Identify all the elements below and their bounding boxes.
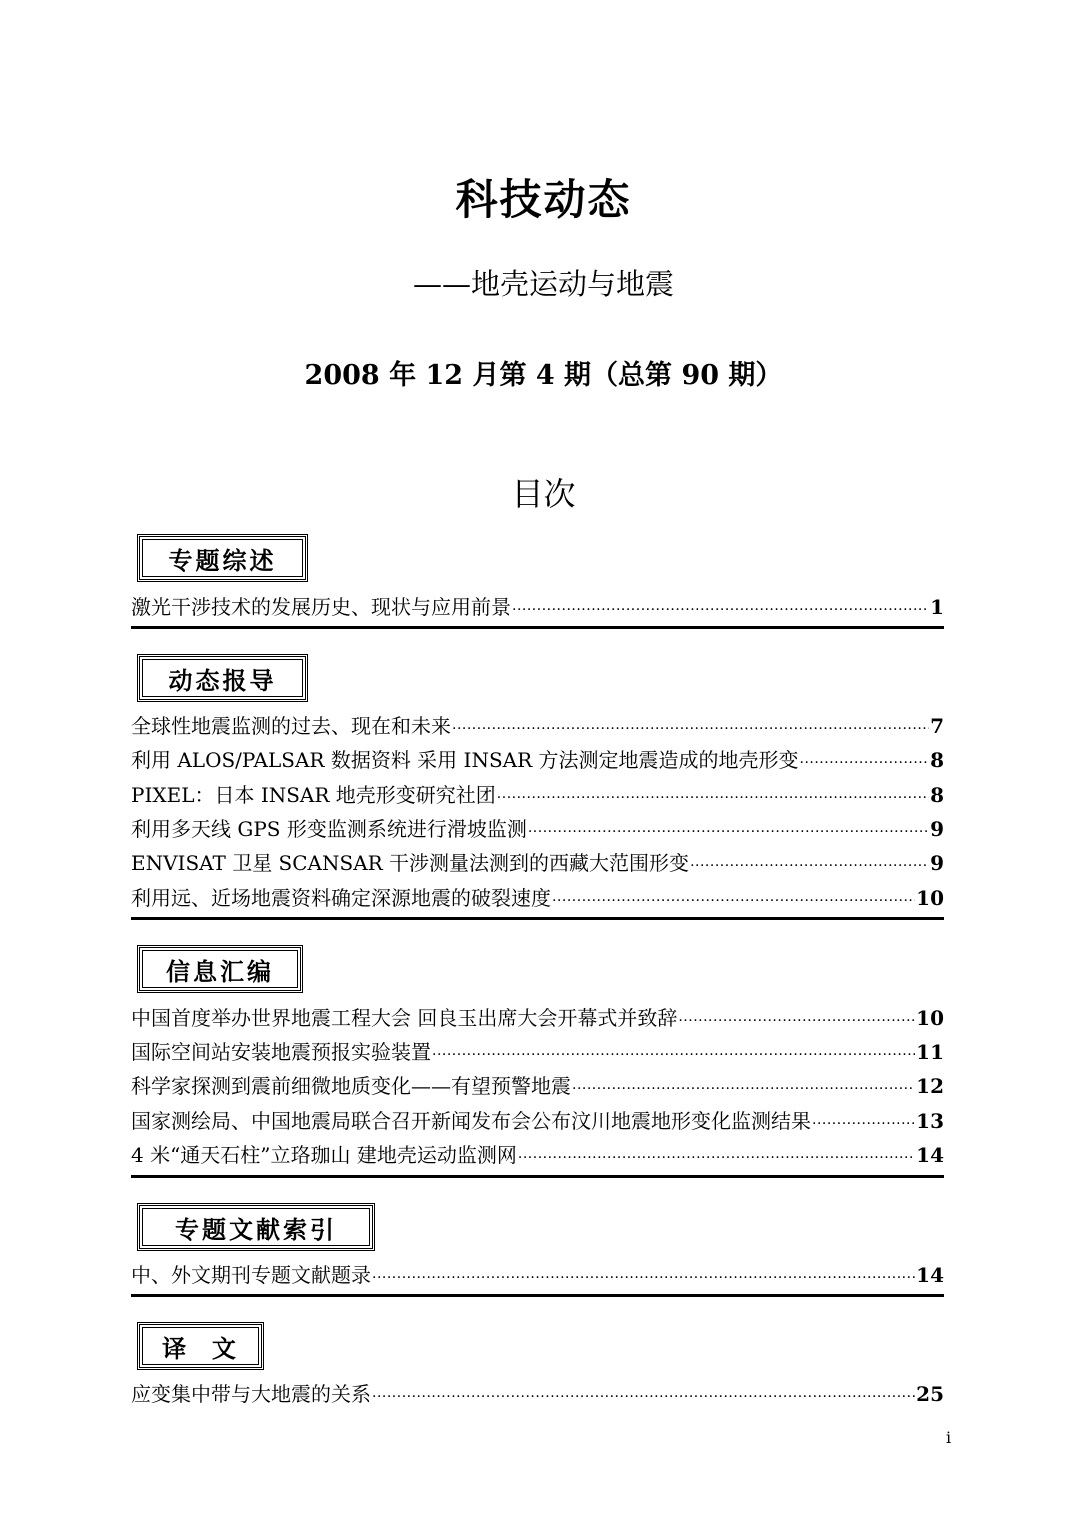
toc-entry[interactable] [131,814,944,844]
toc-entry[interactable] [131,1071,944,1101]
toc-entry-page: 9 [930,817,944,841]
section-divider [131,626,944,629]
toc-entry[interactable] [131,1379,944,1409]
dot-leader [552,886,915,916]
toc-entry-title: 利用多天线 GPS 形变监测系统进行滑坡监测 [131,817,527,841]
toc-entry[interactable] [131,848,944,878]
toc-entry[interactable] [131,1140,944,1170]
dot-leader [372,1263,915,1293]
section-divider [131,1294,944,1297]
magazine-title: 科技动态 [455,175,632,224]
toc-entry-page: 10 [916,1006,944,1030]
toc-entry-title: 国际空间站安装地震预报实验装置 [131,1040,431,1064]
toc-entry[interactable] [131,1260,944,1290]
toc-entry-title: 中、外文期刊专题文献题录 [131,1263,371,1287]
toc-entry-page: 13 [916,1109,944,1133]
toc-entry-title: 科学家探测到震前细微地质变化——有望预警地震 [131,1074,571,1098]
section-label: 专题文献索引 [142,1208,370,1246]
toc-entry-page: 14 [916,1143,944,1167]
dot-leader [812,1109,915,1139]
toc-entry[interactable] [131,780,944,810]
toc-entry[interactable] [131,745,944,775]
section-label: 信息汇编 [142,950,298,988]
section-label: 专题综述 [142,539,303,577]
toc-entry-title: 中国首度举办世界地震工程大会 回良玉出席大会开幕式并致辞 [131,1006,678,1030]
section-label-box [137,534,308,582]
toc-entry-page: 10 [916,886,944,910]
toc-entry[interactable] [131,1106,944,1136]
dot-leader [690,851,929,881]
toc-entry-page: 11 [916,1040,944,1064]
dot-leader [497,783,929,813]
toc-entry-title: 激光干涉技术的发展历史、现状与应用前景 [131,595,511,619]
toc-entry[interactable] [131,711,944,741]
toc-entry[interactable] [131,1003,944,1033]
toc-entry[interactable] [131,883,944,913]
dot-leader [800,748,930,778]
toc-entry-page: 12 [916,1074,944,1098]
section-divider [131,1175,944,1178]
toc-entry-title: 利用 ALOS/PALSAR 数据资料 采用 INSAR 方法测定地震造成的地壳形变 [131,748,799,772]
dot-leader [678,1006,915,1036]
section-divider [131,917,944,920]
magazine-subtitle: ——地壳运动与地震 [412,267,674,301]
dot-leader [528,817,929,847]
dot-leader [572,1074,915,1104]
section-label-box [137,945,303,993]
section-label: 译 文 [142,1327,259,1365]
toc-entry-title: 国家测绘局、中国地震局联合召开新闻发布会公布汶川地震地形变化监测结果 [131,1109,811,1133]
toc-heading: 目次 [511,475,576,513]
toc-entry-page: 9 [930,851,944,875]
toc-entry-page: 8 [930,783,944,807]
toc-entry-title: 应变集中带与大地震的关系 [131,1382,371,1406]
toc-entry-page: 8 [930,748,944,772]
issue-line: 2008 年 12 月第 4 期（总第 90 期） [304,360,783,391]
section-label-box [137,1322,264,1370]
toc-entry[interactable] [131,592,944,622]
toc-entry-title: PIXEL：日本 INSAR 地壳形变研究社团 [131,783,496,807]
dot-leader [518,1143,915,1173]
dot-leader [512,595,929,625]
section-label-box [137,654,308,702]
toc-entry-title: 利用远、近场地震资料确定深源地震的破裂速度 [131,886,551,910]
dot-leader [432,1040,915,1070]
toc-entry-title: 全球性地震监测的过去、现在和未来 [131,714,451,738]
toc-entry-page: 25 [916,1382,944,1406]
page-number: i [946,1428,952,1447]
toc-entry-title: 4 米“通天石柱”立珞珈山 建地壳运动监测网 [131,1143,517,1167]
dot-leader [452,714,929,744]
section-label: 动态报导 [142,659,303,697]
toc-entry-title: ENVISAT 卫星 SCANSAR 干涉测量法测到的西藏大范围形变 [131,851,690,875]
dot-leader [372,1382,915,1412]
toc-entry-page: 1 [930,595,944,619]
toc-entry-page: 14 [916,1263,944,1287]
toc-entry[interactable] [131,1037,944,1067]
section-label-box [137,1203,375,1251]
toc-entry-page: 7 [930,714,944,738]
